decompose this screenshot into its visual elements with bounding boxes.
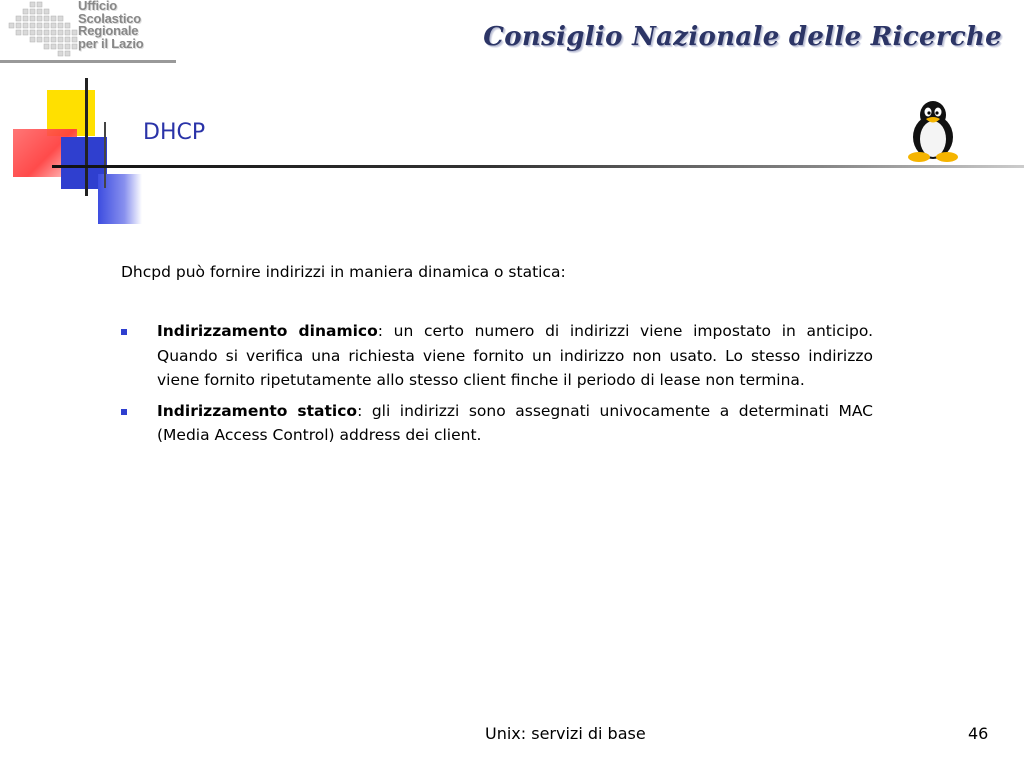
bullet-term: Indirizzamento statico [157, 401, 358, 420]
intro-text: Dhcpd può fornire indirizzi in maniera dinamica o statica: [121, 263, 566, 281]
page-number: 46 [968, 724, 989, 743]
usr-logo-line: Scolastico [78, 10, 142, 26]
decor-vertical-line-secondary [104, 122, 106, 188]
slide-title: DHCP [143, 120, 206, 145]
usr-logo-text [78, 0, 144, 50]
bullet-term: Indirizzamento dinamico [157, 322, 378, 340]
usr-logo-line: per il Lazio [78, 35, 144, 51]
usr-logo-underline [0, 60, 176, 63]
bullet-square-icon [121, 409, 127, 415]
bullet-square-icon [121, 329, 127, 335]
bullet-text: : gli indirizzi sono assegnati univocamente a determinati MAC (Media Access Control) address dei client. [157, 401, 873, 444]
usr-logo-line: Regionale [78, 23, 139, 38]
decor-vertical-line [85, 78, 88, 196]
list-item [121, 399, 873, 448]
title-rule [52, 165, 1024, 168]
penguin-icon [905, 99, 961, 163]
usr-logo-line: Ufficio [78, 0, 118, 13]
bullet-text: : un certo numero di indirizzi viene impostato in anticipo. Quando si verifica una richiesta viene fornito un indirizzo non usato. Lo stesso indirizzo viene fornito ripetutamente allo stesso client finche il periodo di lease non termina. [157, 322, 873, 389]
list-item [121, 319, 873, 393]
bullet-list [121, 319, 873, 454]
footer-label: Unix: servizi di base [485, 724, 646, 743]
cnr-logo: Consiglio Nazionale delle Ricerche [483, 22, 1002, 52]
